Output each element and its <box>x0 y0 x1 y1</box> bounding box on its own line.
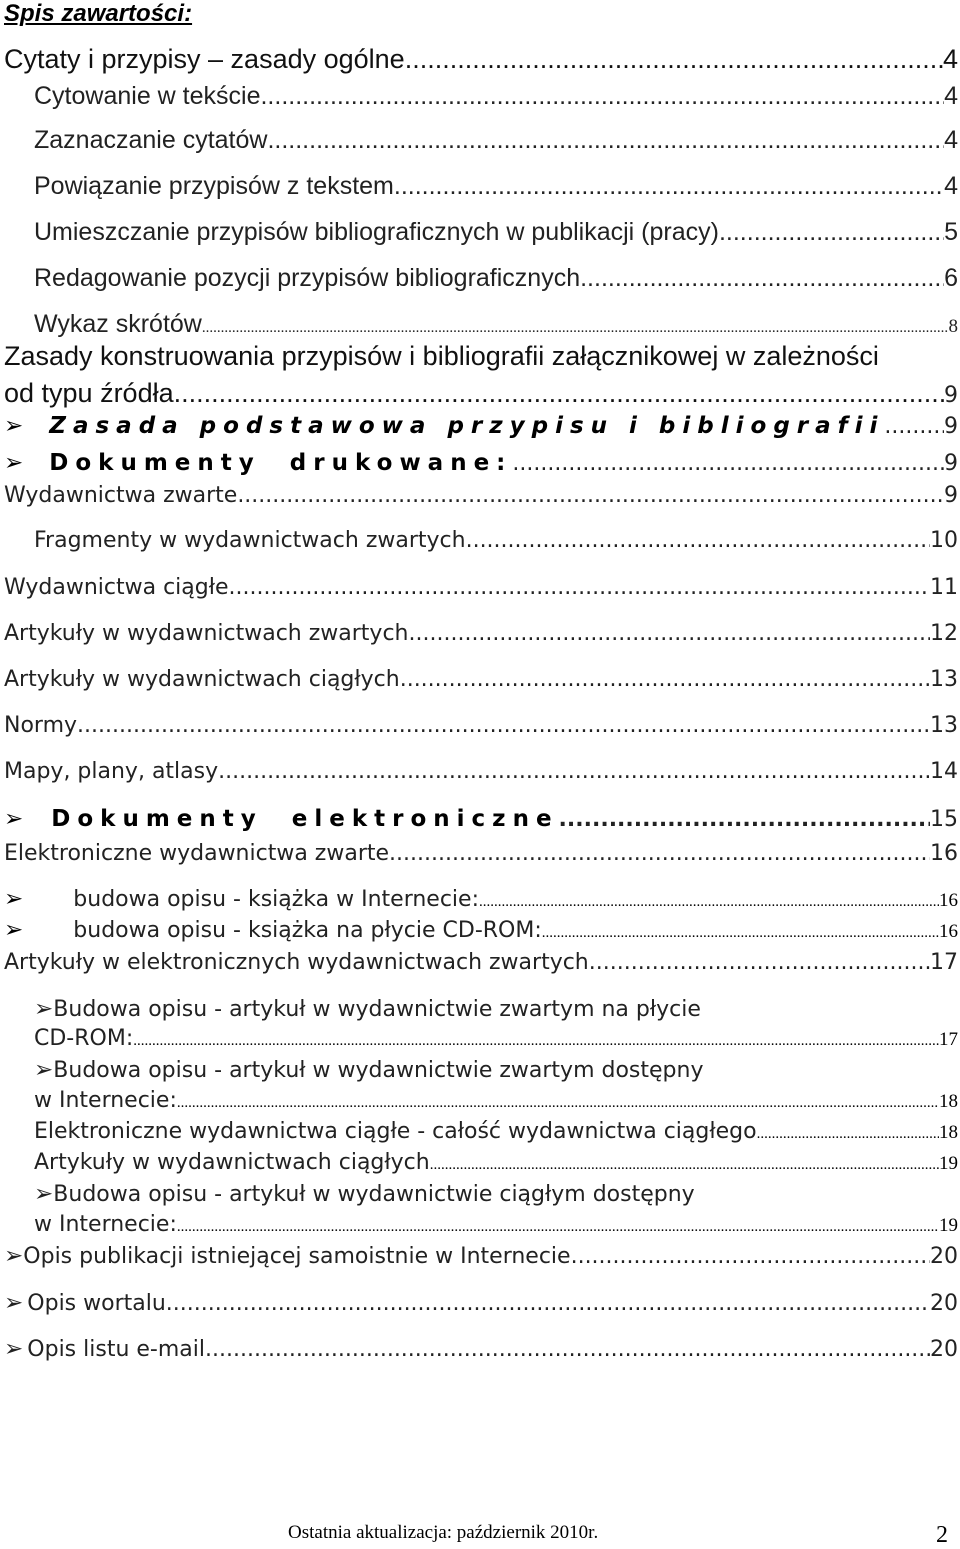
dot-leader <box>589 950 930 975</box>
toc-entry-title: Powiązanie przypisów z tekstem <box>34 172 394 200</box>
arrow-bullet-icon: ➢ <box>4 1290 24 1316</box>
toc-entry-title: budowa opisu - książka w Internecie: <box>73 887 479 912</box>
toc-page-number: 14 <box>930 759 958 784</box>
toc-page-number: 16 <box>939 890 958 911</box>
toc-entry-title: Normy <box>4 713 78 738</box>
toc-entry-title: Wykaz skrótów <box>34 310 202 338</box>
toc-entry-title: Cytaty i przypisy – zasady ogólne <box>4 44 405 74</box>
toc-entry-title: budowa opisu - książka na płycie CD-ROM: <box>73 918 542 943</box>
dot-leader <box>218 759 930 784</box>
dot-leader <box>757 1126 939 1143</box>
dot-leader <box>267 126 944 155</box>
toc-page-number: 13 <box>930 667 958 692</box>
toc-entry[interactable] <box>4 886 958 912</box>
toc-entry[interactable] <box>4 667 958 692</box>
dot-leader <box>181 378 944 409</box>
toc-page-number: 16 <box>939 921 958 942</box>
toc-entry-title-line2: od typu źródła. <box>4 378 182 408</box>
dot-leader <box>177 1219 939 1236</box>
toc-page-number: 19 <box>939 1215 958 1236</box>
dot-leader <box>466 528 930 553</box>
toc-entry[interactable] <box>4 575 958 600</box>
toc-page-number: 19 <box>939 1153 958 1174</box>
dot-leader <box>719 218 944 247</box>
toc-entry-title: Elektroniczne wydawnictwa zwarte <box>4 841 390 866</box>
toc-entry-title: Budowa opisu - artykuł w wydawnictwie zwartym na płycie <box>53 997 701 1022</box>
dot-leader <box>133 1033 939 1050</box>
toc-entry[interactable] <box>34 218 958 247</box>
toc-entry-title: Cytowanie w tekście <box>34 82 261 110</box>
toc-entry-title: Opis listu e-mail <box>27 1337 205 1362</box>
toc-entry-title: Elektroniczne wydawnictwa ciągłe - całość wydawnictwa ciągłego <box>34 1119 757 1144</box>
toc-entry-title-line1[interactable] <box>34 996 701 1022</box>
toc-entry[interactable] <box>4 841 958 866</box>
toc-heading: Spis zawartości: <box>4 0 193 27</box>
arrow-bullet-icon: ➢ <box>4 1243 24 1269</box>
toc-page-number: 5 <box>944 218 958 246</box>
toc-entry[interactable] <box>4 413 958 439</box>
toc-page-number: 9 <box>944 383 958 408</box>
toc-entry[interactable] <box>4 44 958 75</box>
toc-page-number: 18 <box>939 1122 958 1143</box>
toc-page-number: 4 <box>944 82 958 110</box>
page-number: 2 <box>936 1522 948 1548</box>
toc-page-number: 8 <box>948 316 958 337</box>
toc-entry-title: Zaznaczanie cytatów <box>34 126 268 154</box>
toc-entry-title: Opis wortalu <box>27 1291 166 1316</box>
toc-page-number: 9 <box>944 451 958 476</box>
toc-entry-title: Zasada podstawowa przypisu i bibliografii <box>49 413 885 439</box>
toc-page-number: 15 <box>930 807 958 832</box>
toc-page-number: 17 <box>930 950 958 975</box>
toc-entry[interactable] <box>4 713 958 738</box>
toc-entry[interactable] <box>4 483 958 508</box>
toc-entry-title-line2: CD-ROM: <box>34 1026 134 1051</box>
toc-entry-title: Mapy, plany, atlasy <box>4 759 219 784</box>
dot-leader <box>430 1157 939 1174</box>
toc-entry[interactable] <box>34 264 958 293</box>
toc-page-number: 9 <box>944 414 958 439</box>
toc-entry[interactable] <box>4 1290 958 1316</box>
arrow-bullet-icon: ➢ <box>4 806 24 832</box>
toc-entry-title: Wydawnictwa zwarte <box>4 483 238 508</box>
toc-page-number: 16 <box>930 841 958 866</box>
toc-entry-title: Artykuły w wydawnictwach zwartych <box>4 621 409 646</box>
toc-page-number: 20 <box>930 1291 958 1316</box>
dot-leader <box>202 320 949 337</box>
toc-entry-title-line1[interactable] <box>34 1181 695 1207</box>
toc-entry-title: Fragmenty w wydawnictwach zwartych <box>34 528 466 553</box>
toc-entry-title: Dokumenty elektroniczne <box>51 806 559 832</box>
arrow-bullet-icon: ➢ <box>34 1057 54 1083</box>
dot-leader <box>229 575 930 600</box>
dot-leader <box>389 841 930 866</box>
arrow-bullet-icon: ➢ <box>4 1336 24 1362</box>
toc-page-number: 20 <box>930 1337 958 1362</box>
toc-entry-title-line2: w Internecie: <box>34 1212 177 1237</box>
dot-leader <box>559 807 930 832</box>
toc-page-number: 12 <box>930 621 958 646</box>
toc-entry[interactable] <box>34 1026 958 1051</box>
toc-entry[interactable] <box>34 126 958 155</box>
toc-entry[interactable] <box>34 1150 958 1175</box>
toc-entry-title-line1[interactable]: Zasady konstruowania przypisów i bibliografii załącznikowej w zależności <box>4 341 879 371</box>
toc-entry-title: Umieszczanie przypisów bibliograficznych w publikacji (pracy) <box>34 218 719 246</box>
toc-entry-title: Opis publikacji istniejącej samoistnie w Internecie <box>23 1244 571 1269</box>
toc-entry[interactable] <box>34 172 958 201</box>
toc-entry[interactable] <box>34 310 958 339</box>
toc-entry-title: Wydawnictwa ciągłe <box>4 575 229 600</box>
toc-page-number: 20 <box>930 1244 958 1269</box>
toc-entry[interactable] <box>34 1088 958 1113</box>
dot-leader <box>512 451 944 476</box>
toc-page-number: 18 <box>939 1091 958 1112</box>
toc-page-number: 4 <box>944 172 958 200</box>
dot-leader <box>177 1095 939 1112</box>
toc-entry-title-line1[interactable] <box>34 1057 703 1083</box>
footer-last-update: Ostatnia aktualizacja: październik 2010r. <box>288 1522 599 1543</box>
dot-leader <box>77 713 930 738</box>
toc-entry[interactable] <box>4 1243 958 1269</box>
toc-page-number: 6 <box>944 264 958 292</box>
dot-leader <box>237 483 944 508</box>
toc-entry-title-line2: w Internecie: <box>34 1088 177 1113</box>
arrow-bullet-icon: ➢ <box>34 996 54 1022</box>
toc-entry[interactable] <box>34 1119 958 1144</box>
dot-leader <box>479 894 939 911</box>
arrow-bullet-icon: ➢ <box>4 917 24 943</box>
dot-leader <box>400 667 930 692</box>
dot-leader <box>409 621 931 646</box>
toc-entry-title: Budowa opisu - artykuł w wydawnictwie ciągłym dostępny <box>53 1182 695 1207</box>
dot-leader <box>884 414 944 439</box>
toc-page-number: 4 <box>942 44 958 74</box>
toc-page-number: 11 <box>930 575 958 600</box>
toc-entry[interactable] <box>34 528 958 553</box>
dot-leader <box>580 264 944 293</box>
toc-entry-title: Artykuły w wydawnictwach ciągłych <box>34 1150 430 1175</box>
dot-leader <box>542 925 939 942</box>
toc-entry[interactable] <box>34 82 958 111</box>
toc-entry-title: Dokumenty drukowane: <box>49 450 513 476</box>
toc-page-number: 13 <box>930 713 958 738</box>
dot-leader <box>205 1337 930 1362</box>
arrow-bullet-icon: ➢ <box>4 413 24 439</box>
toc-entry[interactable] <box>34 1212 958 1237</box>
toc-entry[interactable] <box>4 378 958 409</box>
toc-page-number: 17 <box>939 1029 958 1050</box>
dot-leader <box>571 1244 930 1269</box>
toc-page-number: 4 <box>944 126 958 154</box>
toc-entry[interactable] <box>4 759 958 784</box>
toc-page-number: 9 <box>944 483 958 508</box>
toc-entry[interactable] <box>4 1336 958 1362</box>
toc-entry[interactable] <box>4 621 958 646</box>
toc-entry-title: Budowa opisu - artykuł w wydawnictwie zwartym dostępny <box>53 1058 704 1083</box>
toc-entry[interactable] <box>4 450 958 476</box>
dot-leader <box>405 44 943 75</box>
toc-entry[interactable] <box>4 917 958 943</box>
arrow-bullet-icon: ➢ <box>4 886 24 912</box>
toc-entry-title: Artykuły w elektronicznych wydawnictwach zwartych <box>4 950 589 975</box>
dot-leader <box>394 172 944 201</box>
arrow-bullet-icon: ➢ <box>34 1181 54 1207</box>
toc-entry[interactable] <box>4 806 958 832</box>
dot-leader <box>260 82 944 111</box>
toc-entry[interactable] <box>4 950 958 975</box>
dot-leader <box>166 1291 930 1316</box>
toc-entry-title: Redagowanie pozycji przypisów bibliograficznych <box>34 264 581 292</box>
arrow-bullet-icon: ➢ <box>4 450 24 476</box>
toc-entry-title: Artykuły w wydawnictwach ciągłych <box>4 667 400 692</box>
toc-page-number: 10 <box>930 528 958 553</box>
